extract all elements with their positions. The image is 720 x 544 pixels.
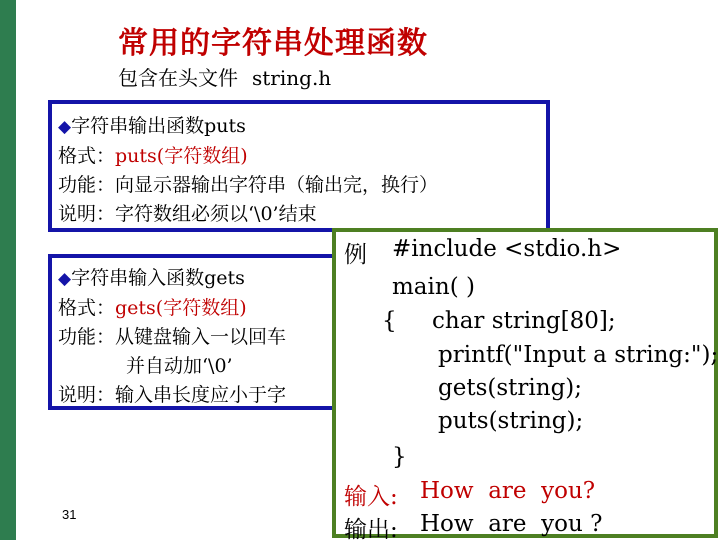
code-line: gets(string); xyxy=(438,375,583,401)
gets-note: 说明：输入串长度应小于字 xyxy=(58,384,287,406)
code-line: puts(string); xyxy=(438,408,584,434)
code-line: char string[80]; xyxy=(432,308,616,334)
code-line: main( ) xyxy=(392,274,475,300)
code-line: #include <stdio.h> xyxy=(392,236,622,262)
gets-format: 格式：gets(字符数组) xyxy=(58,297,247,319)
slide-subtitle xyxy=(118,62,331,91)
output-label: 输出: xyxy=(344,517,398,543)
diamond-bullet-icon: ◆ xyxy=(58,269,72,289)
gets-function: 功能：从键盘输入一以回车 xyxy=(58,326,287,348)
code-line: } xyxy=(392,444,407,470)
puts-box xyxy=(48,100,550,232)
subtitle-text: 包含在头文件 xyxy=(118,66,238,90)
gets-box xyxy=(48,254,348,410)
example-label: 例 xyxy=(344,242,367,268)
input-label: 输入: xyxy=(344,484,398,510)
code-example-box xyxy=(332,228,719,543)
puts-heading: ◆字符串输出函数puts xyxy=(58,115,246,137)
output-value: How are you ? xyxy=(420,511,603,537)
side-accent-bar xyxy=(0,0,16,540)
header-file: string.h xyxy=(252,66,332,90)
gets-function-cont: 并自动加‘\0’ xyxy=(126,355,233,377)
slide-title: 常用的字符串处理函数 xyxy=(118,26,428,61)
input-value: How are you? xyxy=(420,478,596,504)
puts-format: 格式：puts(字符数组) xyxy=(58,145,248,167)
code-line: printf("Input a string:"); xyxy=(438,342,719,368)
code-line: { xyxy=(382,308,397,334)
puts-note: 说明：字符数组必须以‘\0’结束 xyxy=(58,203,317,225)
gets-heading: ◆字符串输入函数gets xyxy=(58,267,245,289)
diamond-bullet-icon: ◆ xyxy=(58,117,72,137)
puts-function: 功能：向显示器输出字符串（输出完，换行） xyxy=(58,174,439,196)
page-number: 31 xyxy=(62,507,77,522)
